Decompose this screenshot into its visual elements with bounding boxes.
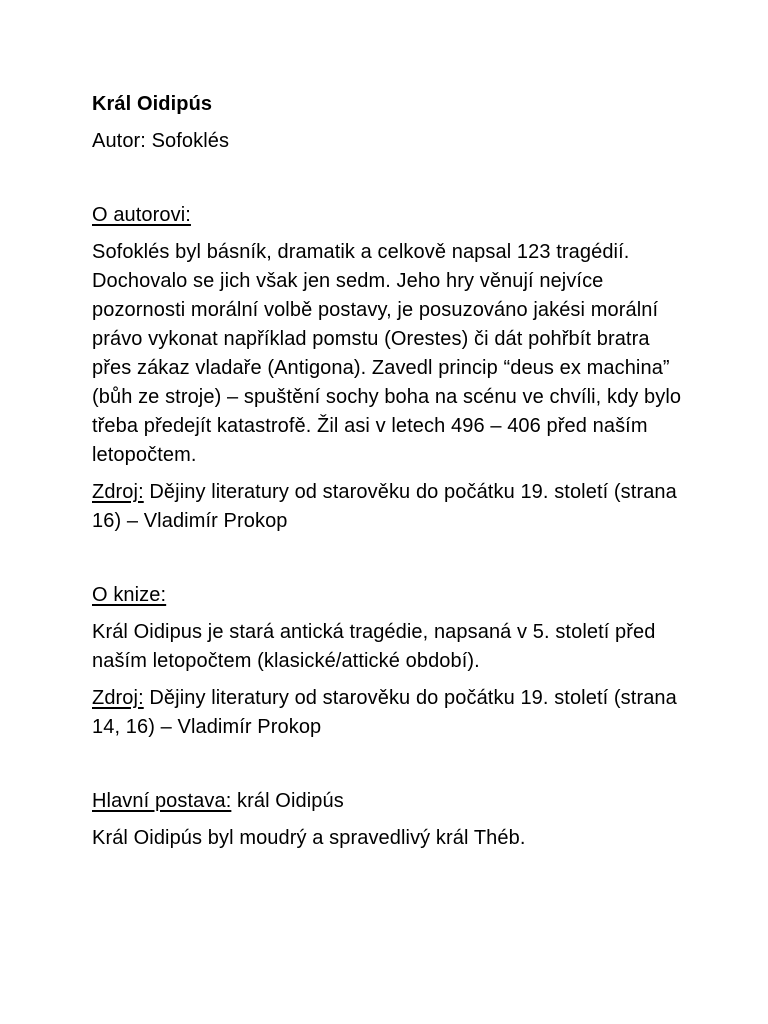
about-author-source — [92, 478, 682, 536]
spacer — [92, 544, 682, 581]
main-character-value: král Oidipús — [231, 790, 344, 812]
about-author-source-text: Dějiny literatury od starověku do počátku 19. století (strana 16) – Vladimír Prokop — [92, 481, 677, 532]
document-title: Král Oidipús — [92, 93, 213, 115]
about-author-source-label: Zdroj: — [92, 481, 144, 503]
main-character-heading: Hlavní postava: — [92, 790, 232, 812]
about-book-source — [92, 684, 682, 742]
main-character-text: Král Oidipús byl moudrý a spravedlivý král Théb. — [92, 827, 526, 849]
about-author-heading-text: O autorovi: — [92, 204, 191, 226]
spacer — [92, 750, 682, 787]
about-book-heading-text: O knize: — [92, 584, 167, 606]
about-book-source-label: Zdroj: — [92, 687, 144, 709]
main-character-line — [92, 787, 682, 816]
about-author-text: Sofoklés byl básník, dramatik a celkově napsal 123 tragédií. Dochovalo se jich však jen sedm. Jeho hry věnují nejvíce pozornosti morální volbě postavy, je posuzováno jakési morální právo vykonat například pomstu (Orestes) či dát pohřbít bratra přes zákaz vladaře (Antigona). Zavedl princip “deus ex machina” (bůh ze stroje) – spuštění sochy boha na scénu ve chvíli, kdy bylo třeba předejít katastrofě. Žil asi v letech 496 – 406 před naším letopočtem. — [92, 241, 682, 466]
about-book-source-text: Dějiny literatury od starověku do počátku 19. století (strana 14, 16) – Vladimír Prokop — [92, 687, 677, 738]
spacer — [92, 164, 682, 201]
about-book-heading — [92, 581, 682, 610]
about-book-text: Král Oidipus je stará antická tragédie, napsaná v 5. století před naším letopočtem (klasické/attické období). — [92, 621, 656, 672]
author-line: Autor: Sofoklés — [92, 130, 230, 152]
about-author-heading — [92, 201, 682, 230]
document-content — [92, 90, 682, 861]
